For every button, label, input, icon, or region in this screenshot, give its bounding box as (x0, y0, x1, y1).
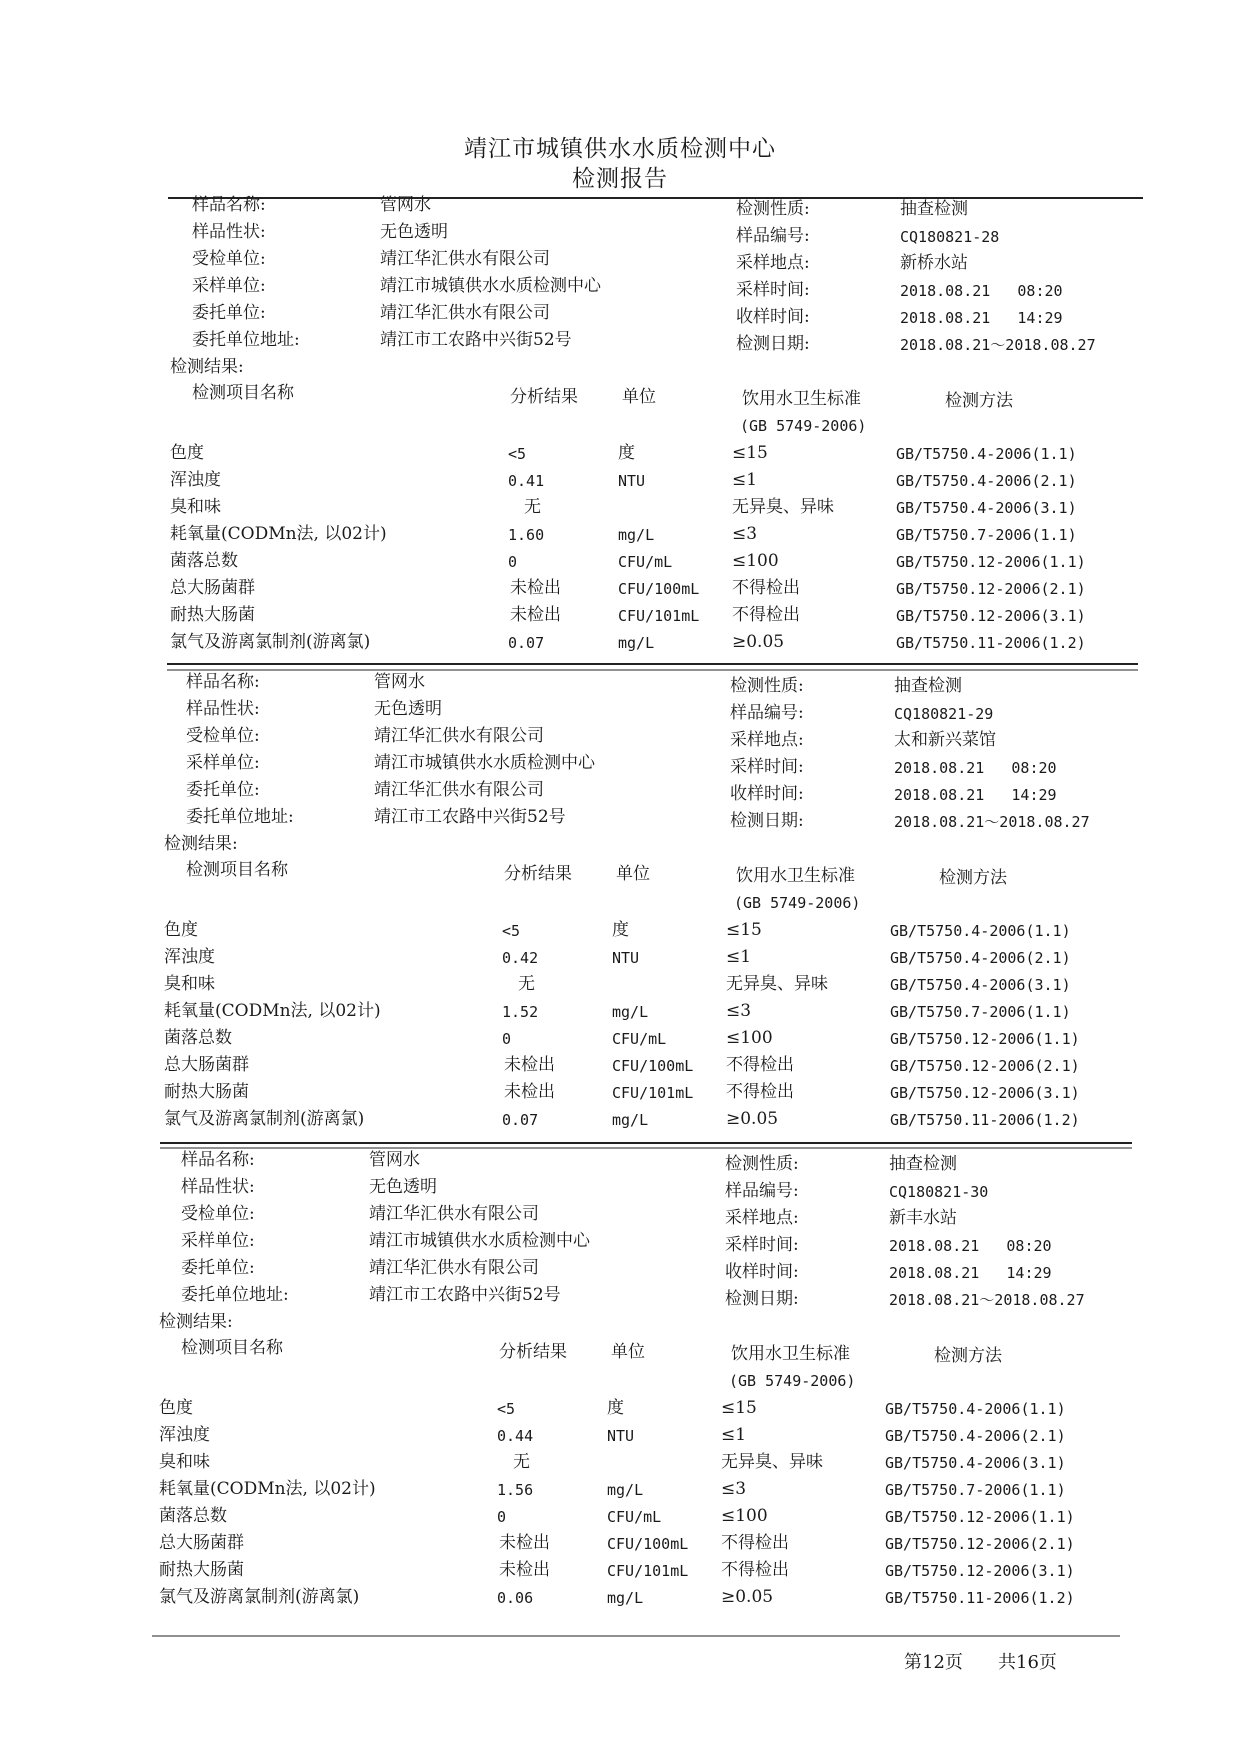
sample-name-value: 管网水 (374, 672, 425, 692)
standard-value: ≤1 (732, 470, 758, 490)
result-value: <5 (502, 922, 521, 940)
sample-props-value: 无色透明 (369, 1177, 437, 1197)
receipt-time-label: 收样时间: (725, 1262, 799, 1282)
item-name: 氯气及游离氯制剂(游离氯) (164, 1109, 365, 1129)
page-total: 共16页 (998, 1652, 1057, 1673)
test-date-label: 检测日期: (730, 811, 804, 831)
col-header-unit: 单位 (622, 387, 656, 407)
client-address-label: 委托单位地址: (186, 807, 294, 827)
inspected-unit-label: 受检单位: (181, 1204, 255, 1224)
test-nature-value: 抽查检测 (900, 199, 968, 219)
sample-no-value: CQ180821-30 (889, 1183, 989, 1201)
inspected-unit-value: 靖江华汇供水有限公司 (380, 249, 550, 269)
unit-value: NTU (612, 949, 640, 967)
col-header-result: 分析结果 (499, 1342, 567, 1362)
unit-value: CFU/101mL (618, 607, 700, 625)
method-value: GB/T5750.7-2006(1.1) (896, 526, 1077, 544)
col-header-standard-ref: (GB 5749-2006) (729, 1372, 856, 1390)
receipt-time-value: 2018.08.21 14:29 (889, 1264, 1052, 1282)
unit-value: mg/L (618, 634, 655, 652)
item-name: 浑浊度 (159, 1425, 210, 1445)
item-name: 浑浊度 (170, 470, 221, 490)
col-header-method: 检测方法 (945, 391, 1013, 411)
result-value: <5 (497, 1400, 516, 1418)
method-value: GB/T5750.11-2006(1.2) (896, 634, 1086, 652)
client-address-value: 靖江市工农路中兴街52号 (380, 330, 572, 350)
unit-value: NTU (607, 1427, 635, 1445)
method-value: GB/T5750.12-2006(1.1) (885, 1508, 1075, 1526)
item-name: 色度 (164, 920, 198, 940)
unit-value: mg/L (607, 1589, 644, 1607)
method-value: GB/T5750.7-2006(1.1) (890, 1003, 1071, 1021)
standard-value: ≤100 (732, 551, 779, 571)
sample-name-label: 样品名称: (181, 1150, 255, 1170)
sampling-time-label: 采样时间: (725, 1235, 799, 1255)
result-value: 0.06 (497, 1589, 534, 1607)
standard-value: ≥0.05 (721, 1587, 774, 1607)
sample-block-2 (0, 477, 1234, 1129)
sample-name-value: 管网水 (380, 195, 431, 215)
inspected-unit-label: 受检单位: (186, 726, 260, 746)
item-name: 浑浊度 (164, 947, 215, 967)
report-title: 检测报告 (572, 166, 668, 192)
sample-props-label: 样品性状: (186, 699, 260, 719)
item-name: 菌落总数 (164, 1028, 232, 1048)
standard-value: ≥0.05 (726, 1109, 779, 1129)
sampling-unit-value: 靖江市城镇供水水质检测中心 (380, 276, 601, 296)
result-value: 0.41 (508, 472, 545, 490)
sample-block-3 (0, 955, 1229, 1607)
result-value: 1.60 (508, 526, 545, 544)
method-value: GB/T5750.12-2006(2.1) (890, 1057, 1080, 1075)
unit-value: mg/L (612, 1003, 649, 1021)
standard-value: 无异臭、异味 (732, 497, 834, 517)
unit-value: CFU/100mL (607, 1535, 689, 1553)
sampling-unit-label: 采样单位: (181, 1231, 255, 1251)
page-number: 第12页 (904, 1652, 963, 1673)
receipt-time-label: 收样时间: (736, 307, 810, 327)
inspected-unit-label: 受检单位: (192, 249, 266, 269)
test-nature-label: 检测性质: (730, 676, 804, 696)
standard-value: ≤1 (721, 1425, 747, 1445)
sample-no-label: 样品编号: (730, 703, 804, 723)
result-value: 无 (524, 497, 541, 517)
col-header-result: 分析结果 (510, 387, 578, 407)
col-header-method: 检测方法 (939, 868, 1007, 888)
test-nature-label: 检测性质: (725, 1154, 799, 1174)
result-value: 0.07 (508, 634, 545, 652)
standard-value: 无异臭、异味 (726, 974, 828, 994)
unit-value: 度 (618, 443, 635, 463)
col-header-standard: 饮用水卫生标准 (736, 866, 855, 886)
standard-value: ≤15 (726, 920, 762, 940)
standard-value: 不得检出 (732, 605, 800, 625)
receipt-time-label: 收样时间: (730, 784, 804, 804)
test-nature-value: 抽查检测 (894, 676, 962, 696)
col-header-standard-ref: (GB 5749-2006) (734, 894, 861, 912)
sampling-site-label: 采样地点: (736, 253, 810, 273)
sampling-time-value: 2018.08.21 08:20 (889, 1237, 1052, 1255)
standard-value: 不得检出 (721, 1533, 789, 1553)
client-address-value: 靖江市工农路中兴街52号 (374, 807, 566, 827)
sample-props-value: 无色透明 (380, 222, 448, 242)
test-date-label: 检测日期: (725, 1289, 799, 1309)
unit-value: CFU/mL (618, 553, 673, 571)
standard-value: ≤3 (732, 524, 758, 544)
client-unit-label: 委托单位: (186, 780, 260, 800)
item-name: 臭和味 (159, 1452, 210, 1472)
item-name: 总大肠菌群 (170, 578, 255, 598)
result-value: 未检出 (510, 605, 561, 625)
unit-value: mg/L (607, 1481, 644, 1499)
inspected-unit-value: 靖江华汇供水有限公司 (369, 1204, 539, 1224)
results-label: 检测结果: (159, 1312, 233, 1332)
sample-no-label: 样品编号: (736, 226, 810, 246)
method-value: GB/T5750.12-2006(3.1) (885, 1562, 1075, 1580)
standard-value: ≤15 (732, 443, 768, 463)
client-unit-value: 靖江华汇供水有限公司 (380, 303, 550, 323)
client-address-value: 靖江市工农路中兴街52号 (369, 1285, 561, 1305)
result-value: 无 (518, 974, 535, 994)
item-name: 菌落总数 (159, 1506, 227, 1526)
unit-value: mg/L (618, 526, 655, 544)
sample-no-value: CQ180821-29 (894, 705, 994, 723)
item-name: 臭和味 (170, 497, 221, 517)
method-value: GB/T5750.4-2006(3.1) (890, 976, 1071, 994)
test-nature-label: 检测性质: (736, 199, 810, 219)
method-value: GB/T5750.4-2006(1.1) (885, 1400, 1066, 1418)
sampling-time-label: 采样时间: (736, 280, 810, 300)
standard-value: 不得检出 (732, 578, 800, 598)
item-name: 总大肠菌群 (159, 1533, 244, 1553)
sampling-site-value: 新桥水站 (900, 253, 968, 273)
test-date-value: 2018.08.21～2018.08.27 (900, 336, 1096, 354)
col-header-standard-ref: (GB 5749-2006) (740, 417, 867, 435)
unit-value: mg/L (612, 1111, 649, 1129)
standard-value: ≤100 (726, 1028, 773, 1048)
sample-name-value: 管网水 (369, 1150, 420, 1170)
standard-value: ≤1 (726, 947, 752, 967)
method-value: GB/T5750.4-2006(1.1) (890, 922, 1071, 940)
client-address-label: 委托单位地址: (181, 1285, 289, 1305)
item-name: 耗氧量(CODMn法, 以02计) (170, 524, 387, 544)
unit-value: 度 (612, 920, 629, 940)
test-date-value: 2018.08.21～2018.08.27 (894, 813, 1090, 831)
unit-value: CFU/100mL (618, 580, 700, 598)
result-value: 1.52 (502, 1003, 539, 1021)
unit-value: 度 (607, 1398, 624, 1418)
sampling-site-label: 采样地点: (730, 730, 804, 750)
method-value: GB/T5750.4-2006(1.1) (896, 445, 1077, 463)
unit-value: CFU/100mL (612, 1057, 694, 1075)
item-name: 耗氧量(CODMn法, 以02计) (159, 1479, 376, 1499)
item-name: 耐热大肠菌 (159, 1560, 244, 1580)
method-value: GB/T5750.4-2006(2.1) (896, 472, 1077, 490)
sampling-time-value: 2018.08.21 08:20 (894, 759, 1057, 777)
col-header-result: 分析结果 (504, 864, 572, 884)
sample-name-label: 样品名称: (186, 672, 260, 692)
client-address-label: 委托单位地址: (192, 330, 300, 350)
standard-value: 无异臭、异味 (721, 1452, 823, 1472)
sample-no-label: 样品编号: (725, 1181, 799, 1201)
result-value: <5 (508, 445, 527, 463)
sampling-site-value: 新丰水站 (889, 1208, 957, 1228)
sample-props-label: 样品性状: (192, 222, 266, 242)
sampling-site-value: 太和新兴菜馆 (894, 730, 996, 750)
unit-value: CFU/mL (607, 1508, 662, 1526)
result-value: 0 (502, 1030, 512, 1048)
results-label: 检测结果: (164, 834, 238, 854)
col-header-unit: 单位 (616, 864, 650, 884)
sample-name-label: 样品名称: (192, 195, 266, 215)
item-name: 色度 (159, 1398, 193, 1418)
result-value: 0.42 (502, 949, 539, 967)
sampling-unit-value: 靖江市城镇供水水质检测中心 (369, 1231, 590, 1251)
item-name: 耐热大肠菌 (170, 605, 255, 625)
sampling-unit-value: 靖江市城镇供水水质检测中心 (374, 753, 595, 773)
sample-props-value: 无色透明 (374, 699, 442, 719)
item-name: 菌落总数 (170, 551, 238, 571)
unit-value: CFU/101mL (612, 1084, 694, 1102)
standard-value: ≤15 (721, 1398, 757, 1418)
standard-value: ≥0.05 (732, 632, 785, 652)
col-header-item: 检测项目名称 (181, 1338, 283, 1358)
test-date-label: 检测日期: (736, 334, 810, 354)
result-value: 无 (513, 1452, 530, 1472)
unit-value: CFU/mL (612, 1030, 667, 1048)
item-name: 耗氧量(CODMn法, 以02计) (164, 1001, 381, 1021)
method-value: GB/T5750.12-2006(1.1) (890, 1030, 1080, 1048)
method-value: GB/T5750.7-2006(1.1) (885, 1481, 1066, 1499)
result-value: 未检出 (504, 1055, 555, 1075)
result-value: 未检出 (499, 1533, 550, 1553)
method-value: GB/T5750.12-2006(3.1) (890, 1084, 1080, 1102)
item-name: 臭和味 (164, 974, 215, 994)
method-value: GB/T5750.12-2006(1.1) (896, 553, 1086, 571)
result-value: 1.56 (497, 1481, 534, 1499)
item-name: 总大肠菌群 (164, 1055, 249, 1075)
item-name: 氯气及游离氯制剂(游离氯) (159, 1587, 360, 1607)
client-unit-value: 靖江华汇供水有限公司 (369, 1258, 539, 1278)
result-value: 未检出 (504, 1082, 555, 1102)
standard-value: 不得检出 (726, 1055, 794, 1075)
sample-props-label: 样品性状: (181, 1177, 255, 1197)
unit-value: NTU (618, 472, 646, 490)
test-nature-value: 抽查检测 (889, 1154, 957, 1174)
item-name: 色度 (170, 443, 204, 463)
method-value: GB/T5750.11-2006(1.2) (890, 1111, 1080, 1129)
standard-value: ≤3 (726, 1001, 752, 1021)
method-value: GB/T5750.4-2006(3.1) (885, 1454, 1066, 1472)
results-label: 检测结果: (170, 357, 244, 377)
sample-no-value: CQ180821-28 (900, 228, 1000, 246)
method-value: GB/T5750.4-2006(3.1) (896, 499, 1077, 517)
result-value: 未检出 (499, 1560, 550, 1580)
test-date-value: 2018.08.21～2018.08.27 (889, 1291, 1085, 1309)
standard-value: ≤3 (721, 1479, 747, 1499)
sampling-time-label: 采样时间: (730, 757, 804, 777)
method-value: GB/T5750.12-2006(3.1) (896, 607, 1086, 625)
col-header-unit: 单位 (611, 1342, 645, 1362)
col-header-item: 检测项目名称 (192, 383, 294, 403)
client-unit-value: 靖江华汇供水有限公司 (374, 780, 544, 800)
col-header-method: 检测方法 (934, 1346, 1002, 1366)
sampling-unit-label: 采样单位: (186, 753, 260, 773)
item-name: 耐热大肠菌 (164, 1082, 249, 1102)
method-value: GB/T5750.12-2006(2.1) (885, 1535, 1075, 1553)
result-value: 0.07 (502, 1111, 539, 1129)
standard-value: 不得检出 (726, 1082, 794, 1102)
inspected-unit-value: 靖江华汇供水有限公司 (374, 726, 544, 746)
item-name: 氯气及游离氯制剂(游离氯) (170, 632, 371, 652)
result-value: 0 (497, 1508, 507, 1526)
sampling-time-value: 2018.08.21 08:20 (900, 282, 1063, 300)
col-header-standard: 饮用水卫生标准 (742, 389, 861, 409)
receipt-time-value: 2018.08.21 14:29 (900, 309, 1063, 327)
result-value: 0.44 (497, 1427, 534, 1445)
method-value: GB/T5750.11-2006(1.2) (885, 1589, 1075, 1607)
sampling-site-label: 采样地点: (725, 1208, 799, 1228)
receipt-time-value: 2018.08.21 14:29 (894, 786, 1057, 804)
client-unit-label: 委托单位: (192, 303, 266, 323)
sample-block-1 (0, 0, 1240, 652)
method-value: GB/T5750.12-2006(2.1) (896, 580, 1086, 598)
unit-value: CFU/101mL (607, 1562, 689, 1580)
method-value: GB/T5750.4-2006(2.1) (890, 949, 1071, 967)
result-value: 0 (508, 553, 518, 571)
standard-value: ≤100 (721, 1506, 768, 1526)
client-unit-label: 委托单位: (181, 1258, 255, 1278)
col-header-standard: 饮用水卫生标准 (731, 1344, 850, 1364)
col-header-item: 检测项目名称 (186, 860, 288, 880)
sampling-unit-label: 采样单位: (192, 276, 266, 296)
standard-value: 不得检出 (721, 1560, 789, 1580)
organization-title: 靖江市城镇供水水质检测中心 (464, 136, 776, 162)
result-value: 未检出 (510, 578, 561, 598)
method-value: GB/T5750.4-2006(2.1) (885, 1427, 1066, 1445)
